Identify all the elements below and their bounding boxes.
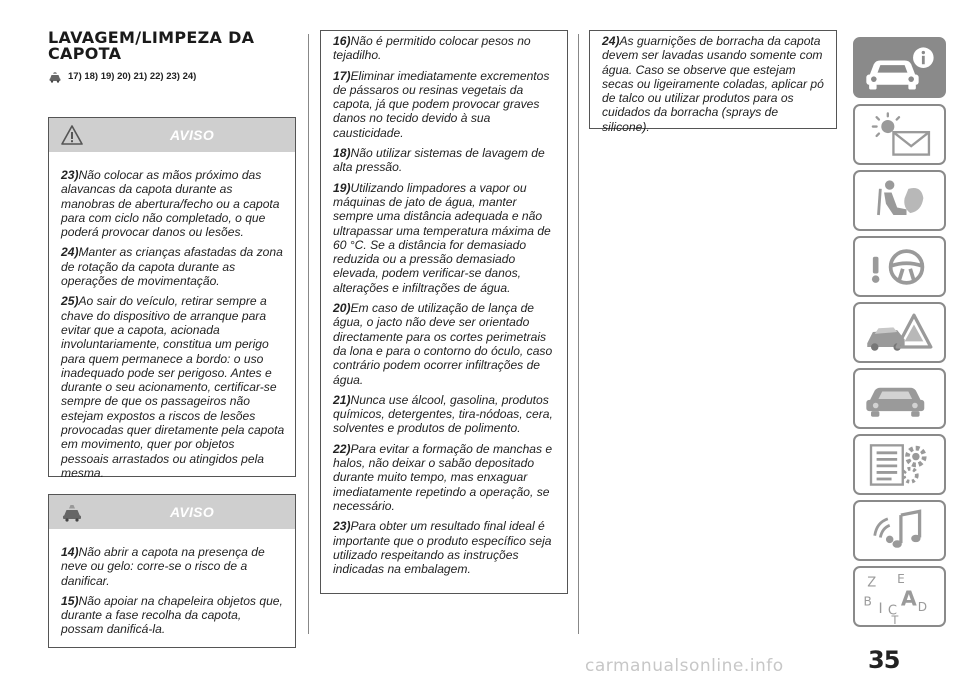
note-23b: 23)Para obter um resultado final ideal é importante que o produto específico seja utilizado respeitando as instruções indicadas na embalagem. xyxy=(333,519,552,577)
warning-heading: AVISO xyxy=(169,504,215,520)
note-15: 15)Não apoiar na chapeleira objetos que, durante a fase recolha da capota, possam danificá-la. xyxy=(61,593,283,637)
lights-envelope-icon xyxy=(855,106,944,163)
svg-text:B: B xyxy=(863,594,872,609)
tab-car-info[interactable] xyxy=(853,37,946,98)
tab-starting-driving[interactable] xyxy=(853,236,946,297)
section-title: LAVAGEM/LIMPEZA DA CAPOTA xyxy=(48,28,255,63)
warning-box-header xyxy=(49,118,295,152)
tab-safety[interactable] xyxy=(853,170,946,231)
tab-multimedia[interactable] xyxy=(853,500,946,561)
column-divider xyxy=(578,34,579,634)
note-20: 20)Em caso de utilização de lança de água, o jacto não deve ser orientado directamente para os cortes perimetrais da lona e para o contorno do óculo, caso contrário podem ocorrer infiltrações de água. xyxy=(333,301,553,387)
tab-index[interactable] xyxy=(853,566,946,627)
reference-line xyxy=(48,68,196,84)
tab-emergency[interactable] xyxy=(853,302,946,363)
warning-box-body xyxy=(61,545,285,643)
page-number: 35 xyxy=(868,646,900,674)
note-18: 18)Não utilizar sistemas de lavagem de alta pressão. xyxy=(333,146,545,175)
warning-heading: AVISO xyxy=(169,127,215,143)
notes-box-column-2 xyxy=(320,30,568,594)
car-care-icon xyxy=(61,502,83,522)
car-care-icon xyxy=(48,69,62,83)
warning-box-header xyxy=(49,495,295,529)
tab-maintenance[interactable] xyxy=(853,368,946,429)
steering-wheel-icon xyxy=(855,238,944,295)
notes-box-body xyxy=(333,34,557,582)
note-22: 22)Para evitar a formação de manchas e halos, não deixar o sabão depositado durante muito tempo, mas enxaguar imediatamente repetindo a operação, se necessário. xyxy=(333,441,553,513)
breakdown-triangle-icon xyxy=(855,304,944,361)
note-21: 21)Nunca use álcool, gasolina, produtos químicos, detergentes, tira-nódoas, cera, solventes e produtos de polimento. xyxy=(333,392,553,436)
note-16: 16)Não é permitido colocar pesos no tejadilho. xyxy=(333,34,531,63)
svg-text:A: A xyxy=(900,586,917,611)
car-service-icon xyxy=(855,370,944,427)
warning-box-2 xyxy=(48,494,296,648)
warning-box-1 xyxy=(48,117,296,480)
note-14: 14)Não abrir a capota na presença de neve ou gelo: corre-se o risco de a danificar. xyxy=(61,545,265,588)
car-info-icon xyxy=(855,39,944,96)
tab-lights-messages[interactable] xyxy=(853,104,946,165)
warning-box-body xyxy=(61,168,285,486)
seat-airbag-icon xyxy=(855,172,944,229)
svg-text:D: D xyxy=(917,599,928,614)
note-24b: 24)As guarnições de borracha da capota devem ser lavadas usando somente com água. Caso se observe que estejam secas ou ligeiramente coladas, aplicar pó de talco ou utilizar produtos para os cuidados da borracha (sprays de silicone). xyxy=(602,34,824,134)
index-letters-icon xyxy=(855,568,944,625)
watermark: carmanualsonline.info xyxy=(585,656,784,676)
reference-numbers: 17) 18) 19) 20) 21) 22) 23) 24) xyxy=(68,70,197,82)
notes-box-column-3 xyxy=(589,30,837,134)
svg-text:T: T xyxy=(891,614,899,625)
warning-triangle-icon xyxy=(61,125,83,145)
svg-text:I: I xyxy=(878,600,883,617)
note-19: 19)Utilizando limpadores a vapor ou máquinas de jato de água, manter sempre uma distância adequada e não ultrapassar uma temperatura máxima de 60 °C. Se a distância for demasiado reduzida ou a pressão demasiado elevada, podem verificar-se danos, alterações e infiltrações de água. xyxy=(333,180,551,295)
tab-technical-data[interactable] xyxy=(853,434,946,495)
note-25: 25)Ao sair do veículo, retirar sempre a chave do dispositivo de arranque para evitar que a capota, acionada involuntariamente, constitua um perigo para quem permanece a bordo: o uso inadequado pode ser perigoso. Antes e durante o seu acionamento, certificar-se sempre de que os passageiros não estejam expostos a riscos de lesões provocadas quer diretamente pela capota em movimento, quer por objetos pessoais arrastados ou atingidos pela mesma. xyxy=(61,294,285,480)
note-17: 17)Eliminar imediatamente excrementos de pássaros ou resinas vegetais da capota, já que podem provocar graves danos no tecido devido à sua causticidade. xyxy=(333,68,550,140)
specs-gear-icon xyxy=(855,436,944,493)
note-23: 23)Não colocar as mãos próximo das alavancas da capota durante as manobras de abertura/fecho ou a capota para com ciclo não completado, o que poderá provocar danos ou lesões. xyxy=(61,168,280,240)
column-divider xyxy=(308,34,309,634)
multimedia-icon xyxy=(855,502,944,559)
note-24: 24)Manter as crianças afastadas da zona de rotação da capota durante as operações de movimentação. xyxy=(61,245,283,289)
svg-text:E: E xyxy=(897,571,905,586)
svg-text:C: C xyxy=(887,603,897,619)
svg-text:Z: Z xyxy=(867,575,877,591)
notes-box-body xyxy=(602,34,826,140)
